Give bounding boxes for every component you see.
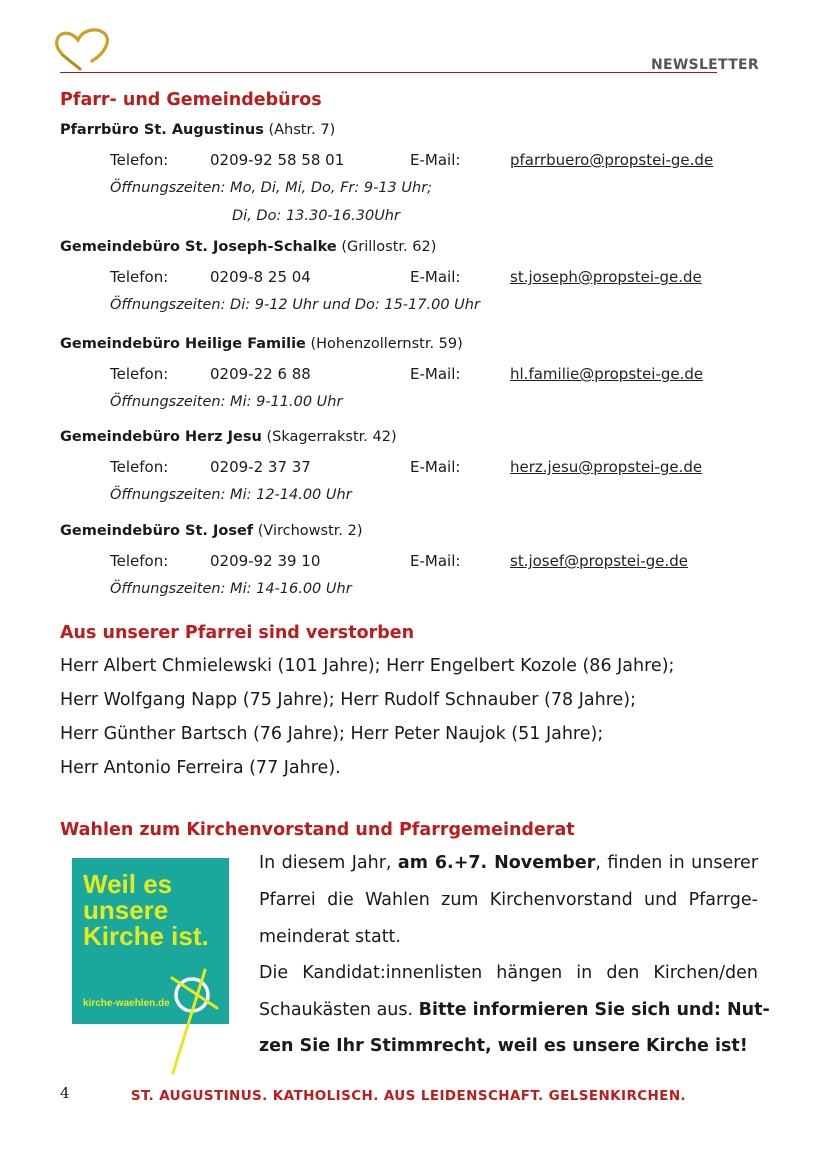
phone-number: 0209-22 6 88	[210, 365, 311, 383]
text-fragment: , finden in unserer	[595, 853, 759, 873]
office-title	[60, 523, 363, 539]
phone-number: 0209-8 25 04	[210, 268, 311, 286]
footer-slogan: ST. AUGUSTINUS. KATHOLISCH. AUS LEIDENSCHAFT. GELSENKIRCHEN.	[130, 1088, 687, 1104]
elections-heading: Wahlen zum Kirchenvorstand und Pfarrgemeinderat	[60, 820, 575, 840]
phone-number: 0209-92 58 58 01	[210, 151, 345, 169]
email-link[interactable]: st.josef@propstei-ge.de	[510, 552, 688, 570]
election-text-line	[259, 1000, 770, 1020]
parish-heart-logo	[50, 25, 112, 73]
email-link[interactable]: pfarrbuero@propstei-ge.de	[510, 151, 714, 169]
office-name: Gemeindebüro St. Joseph-Schalke	[60, 239, 337, 255]
election-text-line: meinderat statt.	[259, 927, 401, 947]
phone-label: Telefon:	[110, 365, 169, 383]
poster-slogan-line: Kirche ist.	[83, 921, 209, 951]
opening-hours: Öffnungszeiten: Di: 9-12 Uhr und Do: 15-17.00 Uhr	[110, 297, 480, 313]
text-fragment: In diesem Jahr,	[259, 853, 398, 873]
opening-hours: Öffnungszeiten: Mi: 9-11.00 Uhr	[110, 394, 343, 410]
header-divider	[60, 72, 717, 73]
phone-label: Telefon:	[110, 552, 169, 570]
phone-number: 0209-92 39 10	[210, 552, 321, 570]
opening-hours: Öffnungszeiten: Mi: 12-14.00 Uhr	[110, 487, 352, 503]
office-name: Gemeindebüro St. Josef	[60, 523, 254, 539]
newsletter-label: NEWSLETTER	[650, 57, 759, 73]
call-to-action: zen Sie Ihr Stimmrecht, weil es unsere Kirche ist!	[259, 1036, 748, 1056]
office-name: Gemeindebüro Heilige Familie	[60, 336, 306, 352]
office-name: Pfarrbüro St. Augustinus	[60, 122, 264, 138]
office-address: (Virchowstr. 2)	[257, 523, 363, 539]
election-date: am 6.+7. November	[397, 853, 596, 873]
call-to-action: Bitte informieren Sie sich und: Nut-	[418, 1000, 770, 1020]
office-address: (Grillostr. 62)	[341, 239, 437, 255]
office-name: Gemeindebüro Herz Jesu	[60, 429, 262, 445]
poster-slogan-line: unsere	[83, 895, 169, 925]
election-text-line: Die Kandidat:innenlisten hängen in den Kirchen/den	[259, 963, 758, 983]
election-poster	[72, 858, 229, 1076]
deceased-line: Herr Wolfgang Napp (75 Jahre); Herr Rudolf Schnauber (78 Jahre);	[60, 690, 636, 710]
phone-label: Telefon:	[110, 268, 169, 286]
email-link[interactable]: hl.familie@propstei-ge.de	[510, 365, 704, 383]
opening-hours: Öffnungszeiten: Mi: 14-16.00 Uhr	[110, 581, 352, 597]
deceased-line: Herr Albert Chmielewski (101 Jahre); Herr Engelbert Kozole (86 Jahre);	[60, 656, 675, 676]
page-number: 4	[60, 1084, 70, 1102]
email-label: E-Mail:	[410, 151, 461, 169]
email-label: E-Mail:	[410, 552, 461, 570]
phone-number: 0209-2 37 37	[210, 458, 311, 476]
election-text-line: Pfarrei die Wahlen zum Kirchenvorstand und Pfarrge-	[259, 890, 758, 910]
office-address: (Skagerrakstr. 42)	[266, 429, 397, 445]
office-title	[60, 429, 397, 445]
opening-hours: Di, Do: 13.30-16.30Uhr	[232, 208, 400, 224]
email-label: E-Mail:	[410, 365, 461, 383]
office-title	[60, 122, 335, 138]
email-link[interactable]: st.joseph@propstei-ge.de	[510, 268, 702, 286]
office-address: (Ahstr. 7)	[268, 122, 336, 138]
deceased-line: Herr Antonio Ferreira (77 Jahre).	[60, 758, 341, 778]
email-label: E-Mail:	[410, 458, 461, 476]
deceased-line: Herr Günther Bartsch (76 Jahre); Herr Peter Naujok (51 Jahre);	[60, 724, 604, 744]
phone-label: Telefon:	[110, 458, 169, 476]
phone-label: Telefon:	[110, 151, 169, 169]
email-label: E-Mail:	[410, 268, 461, 286]
election-text-line	[259, 853, 758, 873]
text-fragment: Schaukästen aus.	[259, 1000, 419, 1020]
poster-slogan-line: Weil es	[83, 869, 173, 899]
office-title	[60, 239, 436, 255]
poster-url: kirche-waehlen.de	[83, 998, 170, 1009]
opening-hours: Öffnungszeiten: Mo, Di, Mi, Do, Fr: 9-13 Uhr;	[110, 180, 433, 196]
deceased-heading: Aus unserer Pfarrei sind verstorben	[60, 623, 415, 643]
office-address: (Hohenzollernstr. 59)	[310, 336, 463, 352]
office-title	[60, 336, 463, 352]
offices-heading: Pfarr- und Gemeindebüros	[60, 90, 322, 110]
email-link[interactable]: herz.jesu@propstei-ge.de	[510, 458, 703, 476]
